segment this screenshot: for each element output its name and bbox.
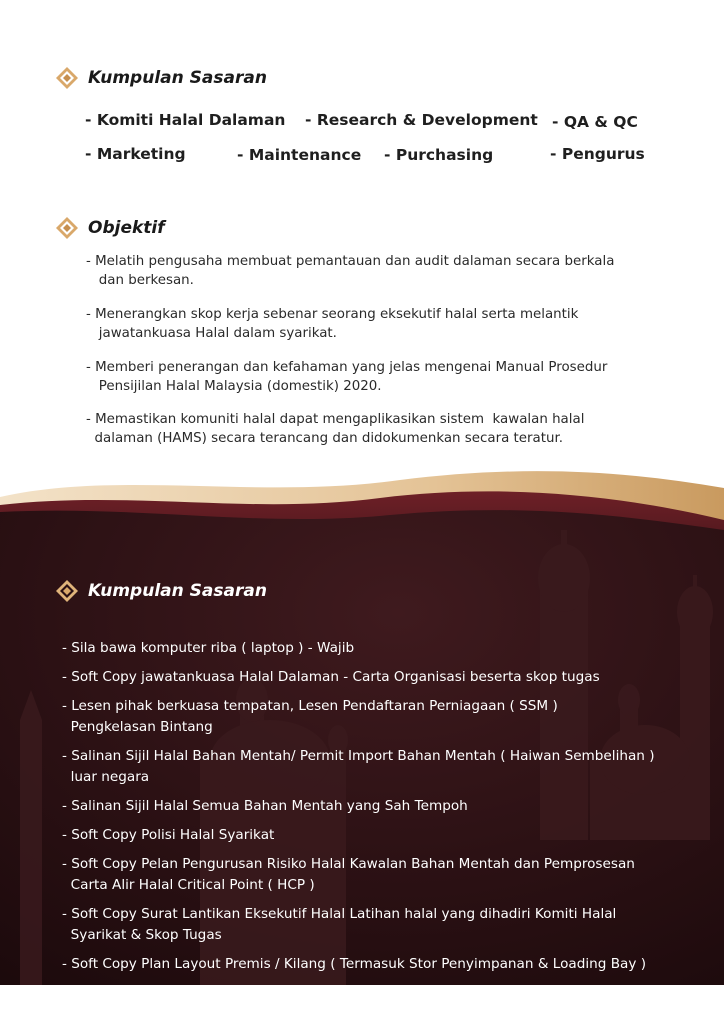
section-heading-requirements: [55, 579, 267, 603]
target-marketing: - Marketing: [85, 145, 186, 163]
requirement-item: - Soft Copy Pelan Pengurusan Risiko Halal Kawalan Bahan Mentah dan Pemprosesan Carta Alir Halal Critical Point ( HCP ): [62, 856, 635, 893]
section-heading-objective: [55, 216, 165, 240]
target-research-development: - Research & Development: [305, 111, 538, 129]
target-pengurus: - Pengurus: [550, 145, 645, 163]
requirement-item: - Soft Copy Surat Lantikan Eksekutif Halal Latihan halal yang dihadiri Komiti Halal Syarikat & Skop Tugas: [62, 906, 617, 943]
ornament-diamond-icon: [55, 216, 79, 240]
section3-heading-text: Kumpulan Sasaran: [88, 581, 267, 601]
requirement-item: - Soft Copy Plan Layout Premis / Kilang ( Termasuk Stor Penyimpanan & Loading Bay ): [62, 956, 647, 972]
objective-item: - Melatih pengusaha membuat pemantauan dan audit dalaman secara berkala dan berkesan.: [86, 254, 615, 288]
requirement-item: - Salinan Sijil Halal Bahan Mentah/ Permit Import Bahan Mentah ( Haiwan Sembelihan ) luar negara: [62, 748, 655, 785]
section-heading-target-group: [55, 66, 267, 90]
requirement-item: - Soft Copy jawatankuasa Halal Dalaman - Carta Organisasi beserta skop tugas: [62, 669, 600, 685]
objective-item: - Memberi penerangan dan kefahaman yang jelas mengenai Manual Prosedur Pensijilan Halal Malaysia (domestik) 2020.: [86, 360, 608, 394]
requirement-item: - Sila bawa komputer riba ( laptop ) - Wajib: [62, 640, 355, 656]
ornament-diamond-icon: [55, 579, 79, 603]
target-komiti-halal: - Komiti Halal Dalaman: [85, 111, 286, 129]
requirement-item: - Salinan Sijil Halal Semua Bahan Mentah yang Sah Tempoh: [62, 798, 468, 814]
section2-heading-text: Objektif: [88, 218, 165, 238]
objective-item: - Menerangkan skop kerja sebenar seorang eksekutif halal serta melantik jawatankuasa Halal dalam syarikat.: [86, 307, 579, 341]
target-purchasing: - Purchasing: [384, 146, 494, 164]
ornament-diamond-icon: [55, 66, 79, 90]
target-qa-qc: - QA & QC: [552, 113, 638, 131]
requirement-item: - Soft Copy Polisi Halal Syarikat: [62, 827, 275, 843]
target-maintenance: - Maintenance: [237, 146, 362, 164]
objective-item: - Memastikan komuniti halal dapat mengaplikasikan sistem kawalan halal dalaman (HAMS) secara terancang dan didokumenkan secara teratur.: [86, 412, 585, 446]
section1-heading-text: Kumpulan Sasaran: [88, 68, 267, 88]
requirement-item: - Lesen pihak berkuasa tempatan, Lesen Pendaftaran Perniagaan ( SSM ) Pengkelasan Bintang: [62, 698, 558, 735]
